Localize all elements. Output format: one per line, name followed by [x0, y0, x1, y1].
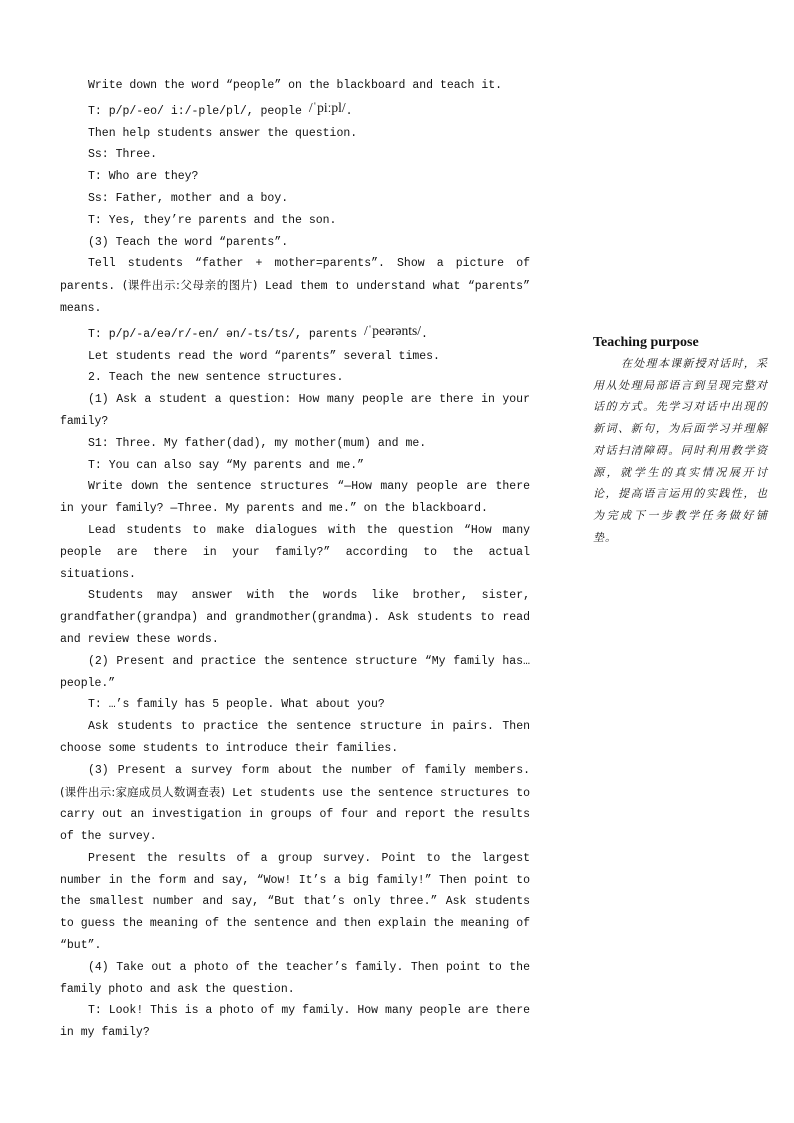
- text-line: Let students read the word “parents” several times.: [88, 349, 440, 363]
- text-line: (1) Ask a student a question: How many people are there in your family?: [60, 393, 530, 428]
- paragraph: [60, 123, 530, 145]
- text-line: T: …’s family has 5 people. What about you?: [88, 698, 385, 712]
- paragraph: [60, 848, 530, 957]
- paragraph: [60, 520, 530, 585]
- paragraph: [60, 651, 530, 695]
- paragraph: [60, 253, 530, 319]
- text-line: Lead them to understand what “parents” means.: [60, 280, 530, 315]
- text-line: Lead students to make dialogues with the question “How many people are there in your family?” according to the actual situations.: [60, 523, 530, 581]
- courseware-note: (课件出示:父母亲的图片): [122, 278, 258, 293]
- text-line: T: Look! This is a photo of my family. How many people are there in my family?: [60, 1004, 530, 1040]
- paragraph: [60, 389, 530, 433]
- text-line: (3) Present a survey form about the number of family members.: [88, 763, 530, 777]
- text-line: Ask students to practice the sentence structure in pairs. Then choose some students to introduce their families.: [60, 720, 530, 755]
- paragraph: [60, 585, 530, 650]
- paragraph: [60, 144, 530, 166]
- text-line: Students may answer with the words like brother, sister, grandfather(grandpa) and grandmother(grandma). Ask students to read and review these words.: [60, 589, 530, 646]
- sidebar-heading: Teaching purpose: [593, 335, 699, 350]
- text-line: S1: Three. My father(dad), my mother(mum) and me.: [88, 436, 427, 450]
- paragraph: [60, 716, 530, 760]
- paragraph: [60, 75, 530, 97]
- paragraph: [60, 166, 530, 188]
- paragraph: [60, 346, 530, 368]
- paragraph: [60, 1000, 530, 1044]
- text-line: T: Who are they?: [88, 170, 199, 184]
- phonetic-transcription: /ˈpiːpl/: [308, 99, 346, 115]
- text-line: Present the results of a group survey. Point to the largest number in the form and say, “Wow! It’s a big family!” Then point to the smallest number and say, “But that’s only three.” Ask students to guess the meaning of the sentence and then explain the meaning of “but”.: [60, 851, 530, 953]
- text-line: T: Yes, they’re parents and the son.: [88, 213, 337, 227]
- text-line: T: p/p/-eo/ i:/-ple/pl/, people: [88, 104, 309, 118]
- text-line: Ss: Father, mother and a boy.: [88, 191, 289, 205]
- text-line: Then help students answer the question.: [88, 126, 358, 140]
- text-line: (3) Teach the word “parents”.: [88, 235, 289, 249]
- text-line: (4) Take out a photo of the teacher’s family. Then point to the family photo and ask the question.: [60, 960, 530, 996]
- punctuation: .: [421, 327, 428, 341]
- sidebar-body: 在处理本课新授对话时，采用从处理局部语言到呈现完整对话的方式。先学习对话中出现的新词、新句，为后面学习并理解对话扫清障碍。同时利用教学资源，就学生的真实情况展开讨论，提高语言运用的实践性，也为完成下一步教学任务做好铺垫。: [593, 357, 768, 544]
- text-line: (2) Present and practice the sentence structure “My family has…people.”: [60, 654, 530, 690]
- paragraph: [60, 188, 530, 210]
- teaching-purpose-sidebar: [593, 335, 768, 548]
- text-line: T: You can also say “My parents and me.”: [88, 458, 365, 472]
- courseware-note: (课件出示:家庭成员人数调查表): [60, 784, 226, 799]
- paragraph: [60, 232, 530, 254]
- paragraph: [60, 694, 530, 716]
- lesson-procedure-text: [60, 75, 530, 1044]
- text-line: Write down the word “people” on the blackboard and teach it.: [88, 79, 503, 92]
- paragraph: [60, 320, 530, 346]
- paragraph: [60, 455, 530, 477]
- paragraph: [60, 433, 530, 455]
- punctuation: .: [345, 104, 353, 118]
- paragraph: [60, 957, 530, 1001]
- text-line: Tell students “father + mother=parents”. Show a picture of parents.: [60, 257, 530, 294]
- text-line: Ss: Three.: [88, 148, 158, 162]
- paragraph: [60, 367, 530, 389]
- text-line: Let students use the sentence structures to carry out an investigation in groups of four and report the results of the survey.: [60, 786, 530, 844]
- text-line: Write down the sentence structures “—How many people are there in your family? —Three. My parents and me.” on the blackboard.: [60, 480, 530, 516]
- paragraph: [60, 476, 530, 520]
- text-line: 2. Teach the new sentence structures.: [88, 371, 344, 385]
- paragraph: [60, 760, 530, 848]
- paragraph: [60, 97, 530, 123]
- text-line: T: p/p/-a/eə/r/-en/ ən/-ts/ts/, parents: [88, 327, 365, 341]
- paragraph: [60, 210, 530, 232]
- phonetic-transcription: /ˈpeərənts/: [364, 322, 422, 338]
